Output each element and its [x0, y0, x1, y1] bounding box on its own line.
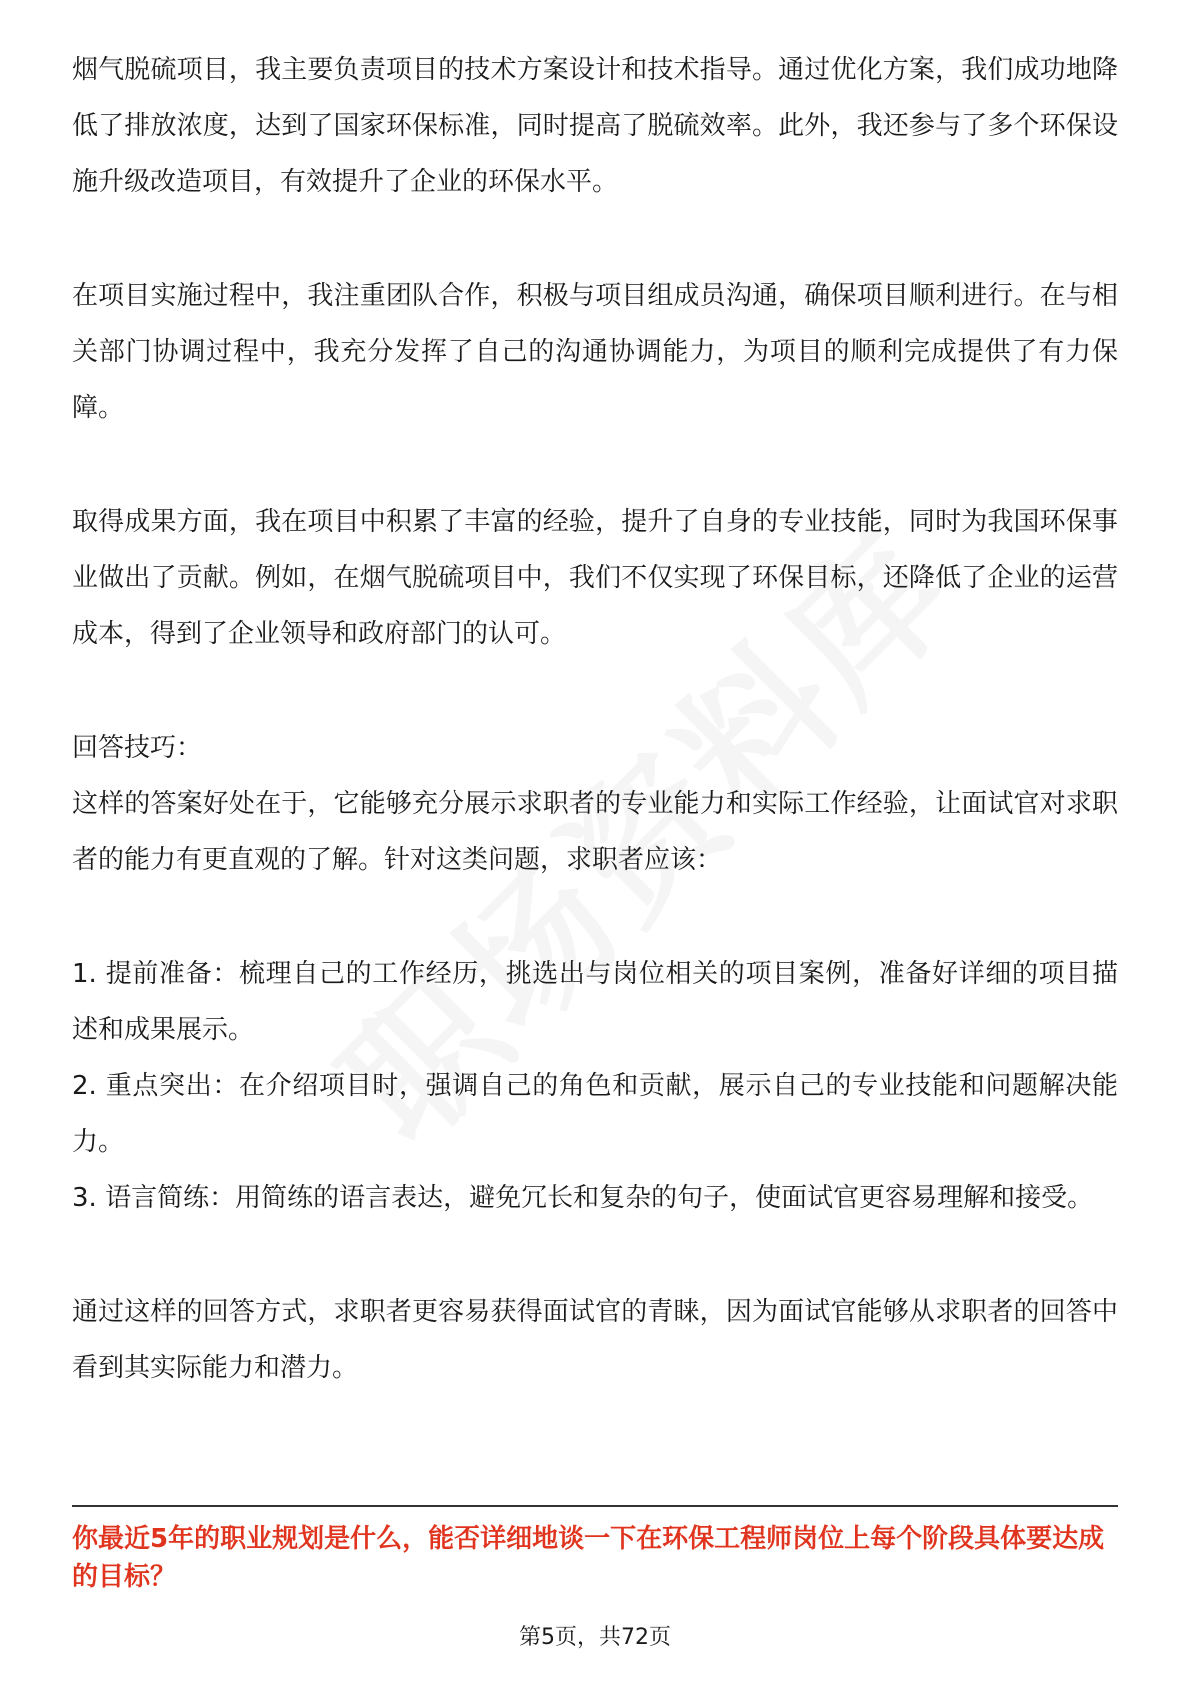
list-item: 3. 语言简练：用简练的语言表达，避免冗长和复杂的句子，使面试官更容易理解和接受。: [72, 1183, 1094, 1213]
paragraph-teamwork: 在项目实施过程中，我注重团队合作，积极与项目组成员沟通，确保项目顺利进行。在与相关部门协调过程中，我充分发挥了自己的沟通协调能力，为项目的顺利完成提供了有力保障。: [72, 281, 1118, 423]
tips-intro: 这样的答案好处在于，它能够充分展示求职者的专业能力和实际工作经验，让面试官对求职者的能力有更直观的了解。针对这类问题，求职者应该：: [72, 789, 1118, 875]
list-item: 1. 提前准备：梳理自己的工作经历，挑选出与岗位相关的项目案例，准备好详细的项目描述和成果展示。: [72, 959, 1118, 1045]
document-body: [72, 42, 1118, 1454]
paragraph-achievements: 取得成果方面，我在项目中积累了丰富的经验，提升了自身的专业技能，同时为我国环保事业做出了贡献。例如，在烟气脱硫项目中，我们不仅实现了环保目标，还降低了企业的运营成本，得到了企业领导和政府部门的认可。: [72, 507, 1118, 649]
section-divider: [72, 1505, 1118, 1507]
tips-heading: 回答技巧：: [72, 733, 203, 763]
paragraph-project-role: 烟气脱硫项目，我主要负责项目的技术方案设计和技术指导。通过优化方案，我们成功地降低了排放浓度，达到了国家环保标准，同时提高了脱硫效率。此外，我还参与了多个环保设施升级改造项目，有效提升了企业的环保水平。: [72, 55, 1118, 197]
next-question-heading: 你最近5年的职业规划是什么，能否详细地谈一下在环保工程师岗位上每个阶段具体要达成的目标？: [72, 1524, 1105, 1592]
page-number: 第5页，共72页: [519, 1625, 671, 1650]
tips-conclusion: 通过这样的回答方式，求职者更容易获得面试官的青睐，因为面试官能够从求职者的回答中看到其实际能力和潜力。: [72, 1297, 1118, 1383]
tips-list: [72, 946, 1118, 1226]
list-item: 2. 重点突出：在介绍项目时，强调自己的角色和贡献，展示自己的专业技能和问题解决能力。: [72, 1071, 1118, 1157]
